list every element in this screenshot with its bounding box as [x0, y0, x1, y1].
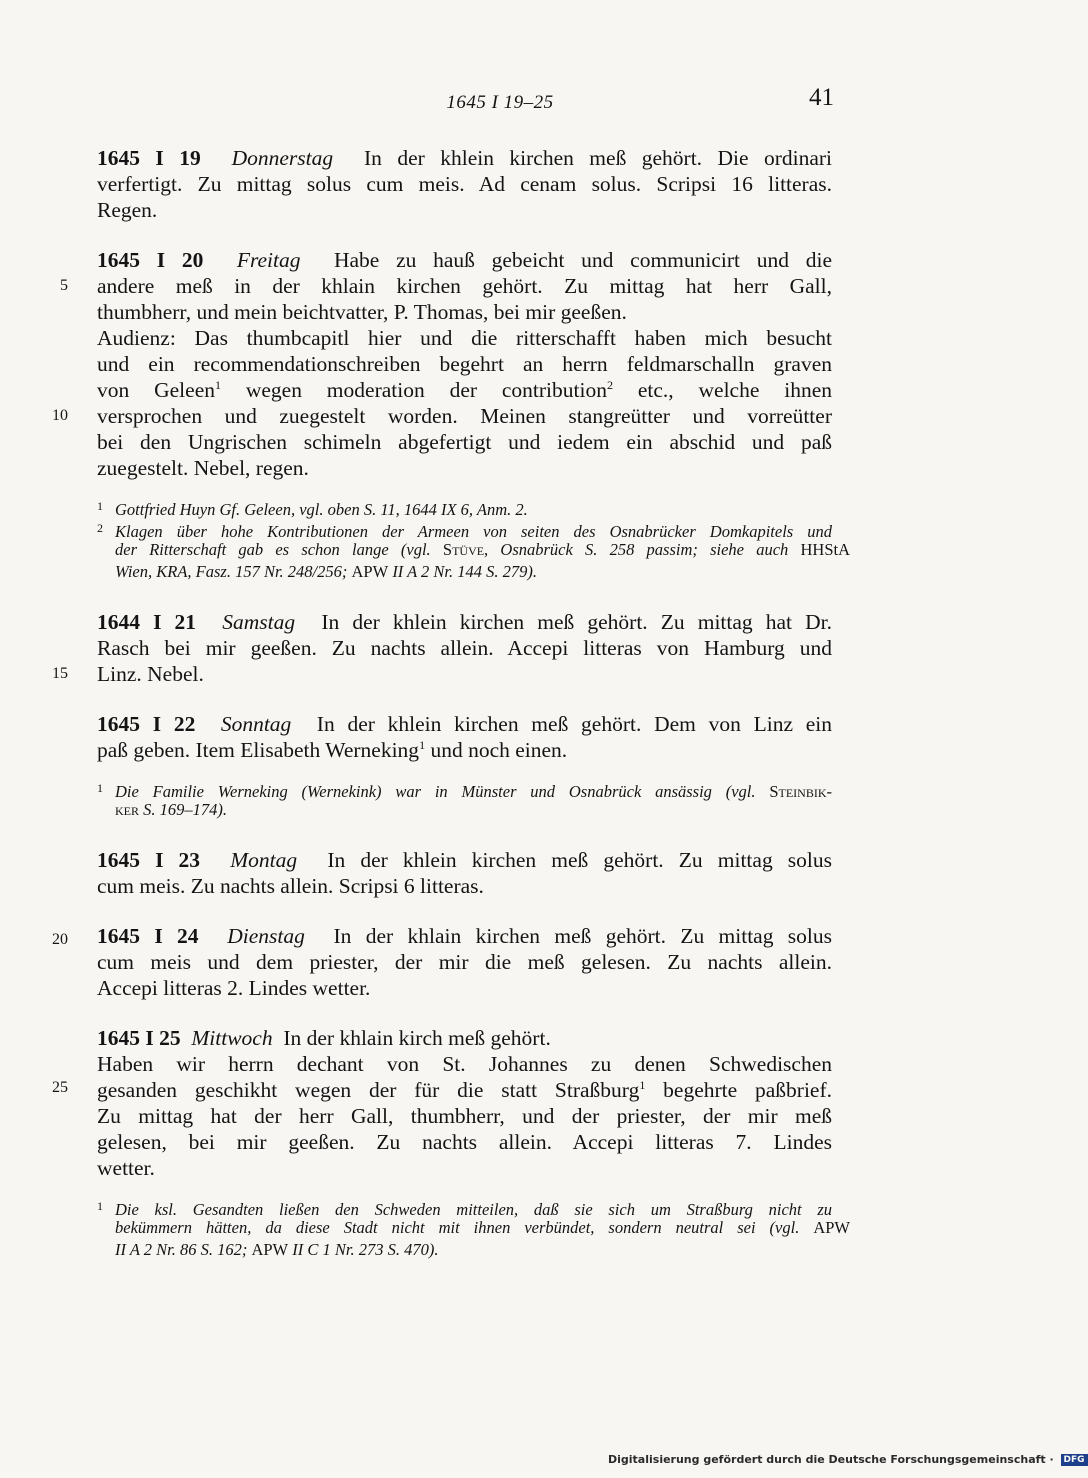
line-number: 5: [60, 277, 68, 294]
entry-date: 1644 I 21: [97, 610, 197, 634]
footnote-cont: Wien, KRA, Fasz. 157 Nr. 248/256; APW II A 2 Nr. 144 S. 279).: [115, 562, 538, 581]
dfg-logo: DFG: [1061, 1454, 1088, 1466]
entry-line: 1645 I 23 Montag In der khlein kirchen meß gehört. Zu mittag solus: [97, 848, 832, 872]
entry-weekday: Sonntag: [220, 712, 292, 736]
entry-line: 1645 I 25 Mittwoch In der khlain kirch meß gehört.: [97, 1026, 551, 1050]
footnote: 1 Die Familie Werneking (Wernekink) war in Münster und Osnabrück ansässig (vgl. Steinbik-: [97, 781, 832, 801]
entry-line: paß geben. Item Elisabeth Werneking$^1$ und noch einen.: [97, 738, 568, 762]
entry-date: 1645 I 22: [97, 712, 196, 736]
footnote-cont: II A 2 Nr. 86 S. 162; APW II C 1 Nr. 273 S. 470).: [115, 1240, 439, 1259]
entry-weekday: Mittwoch: [191, 1026, 273, 1050]
entry-date: 1645 I 24: [97, 924, 199, 948]
entry-line: thumbherr, und mein beichtvatter, P. Thomas, bei mir geeßen.: [97, 300, 627, 324]
entry-line: Accepi litteras 2. Lindes wetter.: [97, 976, 371, 1000]
entry-line: 1645 I 22 Sonntag In der khlein kirchen meß gehört. Dem von Linz ein: [97, 712, 833, 736]
entry-weekday: Montag: [230, 848, 298, 872]
line-number: 10: [52, 407, 68, 424]
entry-line: gelesen, bei mir geeßen. Zu nachts allein. Accepi litteras 7. Lindes: [97, 1130, 832, 1154]
footnote-cont: bekümmern hätten, da diese Stadt nicht mit ihnen verbündet, sondern neutral sei (vgl. APW: [115, 1218, 851, 1237]
entry-line: 1645 I 24 Dienstag In der khlain kirchen meß gehört. Zu mittag solus: [97, 924, 833, 948]
running-title: 1645 I 19–25: [446, 92, 554, 113]
entry-date: 1645 I 19: [97, 146, 201, 170]
entry-line: Linz. Nebel.: [97, 662, 204, 686]
footnote-ref: 2: [606, 378, 613, 392]
entry-date: 1645 I 23: [97, 848, 201, 872]
entry-line: 1645 I 20 Freitag Habe zu hauß gebeicht und communicirt und die: [97, 248, 833, 272]
entry-line: gesanden geschikht wegen der für die statt Straßburg$^1$ begehrte paßbrief.: [97, 1078, 832, 1102]
entry-line: cum meis und dem priester, der mir die meß gelesen. Zu nachts allein.: [97, 950, 832, 974]
entry-date: 1645 I 20: [97, 248, 204, 272]
entry-line: bei den Ungrischen schimeln abgefertigt und iedem ein abschid und paß: [97, 430, 832, 454]
footnote-cont: der Ritterschaft gab es schon lange (vgl. Stüve, Osnabrück S. 258 passim; siehe auch HHStA: [115, 540, 851, 559]
entry-weekday: Samstag: [222, 610, 296, 634]
entry-line: Regen.: [97, 198, 158, 222]
footnote-ref: 1: [419, 738, 426, 752]
entry-line: versprochen und zuegestelt worden. Meinen stangreütter und vorreütter: [97, 404, 832, 428]
line-number: 15: [52, 665, 68, 682]
entry-line: Zu mittag hat der herr Gall, thumbherr, und der priester, der mir meß: [97, 1104, 832, 1128]
entry-line: 1645 I 19 Donnerstag In der khlein kirchen meß gehört. Die ordinari: [97, 146, 833, 170]
entry-line: 1644 I 21 Samstag In der khlein kirchen meß gehört. Zu mittag hat Dr.: [97, 610, 832, 634]
entry-line: wetter.: [97, 1156, 155, 1180]
entry-line: verfertigt. Zu mittag solus cum meis. Ad cenam solus. Scripsi 16 litteras.: [97, 172, 832, 196]
footnote-cont: ker S. 169–174).: [115, 800, 227, 819]
entry-line: andere meß in der khlain kirchen gehört. Zu mittag hat herr Gall,: [97, 274, 832, 298]
footnote-ref: 1: [639, 1078, 646, 1092]
line-number: 25: [52, 1079, 68, 1096]
page-number: 41: [809, 84, 834, 111]
digitization-credit: Digitalisierung gefördert durch die Deutsche Forschungsgemeinschaft · DFG: [608, 1453, 1088, 1466]
entry-weekday: Freitag: [236, 248, 301, 272]
footnote-ref: 1: [214, 378, 221, 392]
line-number: 20: [52, 931, 68, 948]
entry-line: von Geleen$^1$ wegen moderation der contribution$^2$ etc., welche ihnen: [97, 378, 833, 402]
entry-line: Audienz: Das thumbcapitl hier und die ritterschafft haben mich besucht: [97, 326, 832, 350]
footnote: 2 Klagen über hohe Kontributionen der Armeen von seiten des Osnabrücker Domkapitels und: [97, 521, 832, 541]
entry-line: und ein recommendationschreiben begehrt an herrn feldmarschalln graven: [97, 352, 832, 376]
entry-weekday: Donnerstag: [231, 146, 334, 170]
entry-line: Haben wir herrn dechant von St. Johannes zu denen Schwedischen: [97, 1052, 832, 1076]
entry-line: cum meis. Zu nachts allein. Scripsi 6 litteras.: [97, 874, 484, 898]
footnote: 1 Die ksl. Gesandten ließen den Schweden mitteilen, daß sie sich um Straßburg nicht zu: [97, 1199, 832, 1219]
entry-line: zuegestelt. Nebel, regen.: [97, 456, 309, 480]
footnote: 1 Gottfried Huyn Gf. Geleen, vgl. oben S. 11, 1644 IX 6, Anm. 2.: [97, 499, 528, 519]
entry-line: Rasch bei mir geeßen. Zu nachts allein. Accepi litteras von Hamburg und: [97, 636, 832, 660]
entry-weekday: Dienstag: [227, 924, 305, 948]
entry-date: 1645 I 25: [97, 1026, 181, 1050]
